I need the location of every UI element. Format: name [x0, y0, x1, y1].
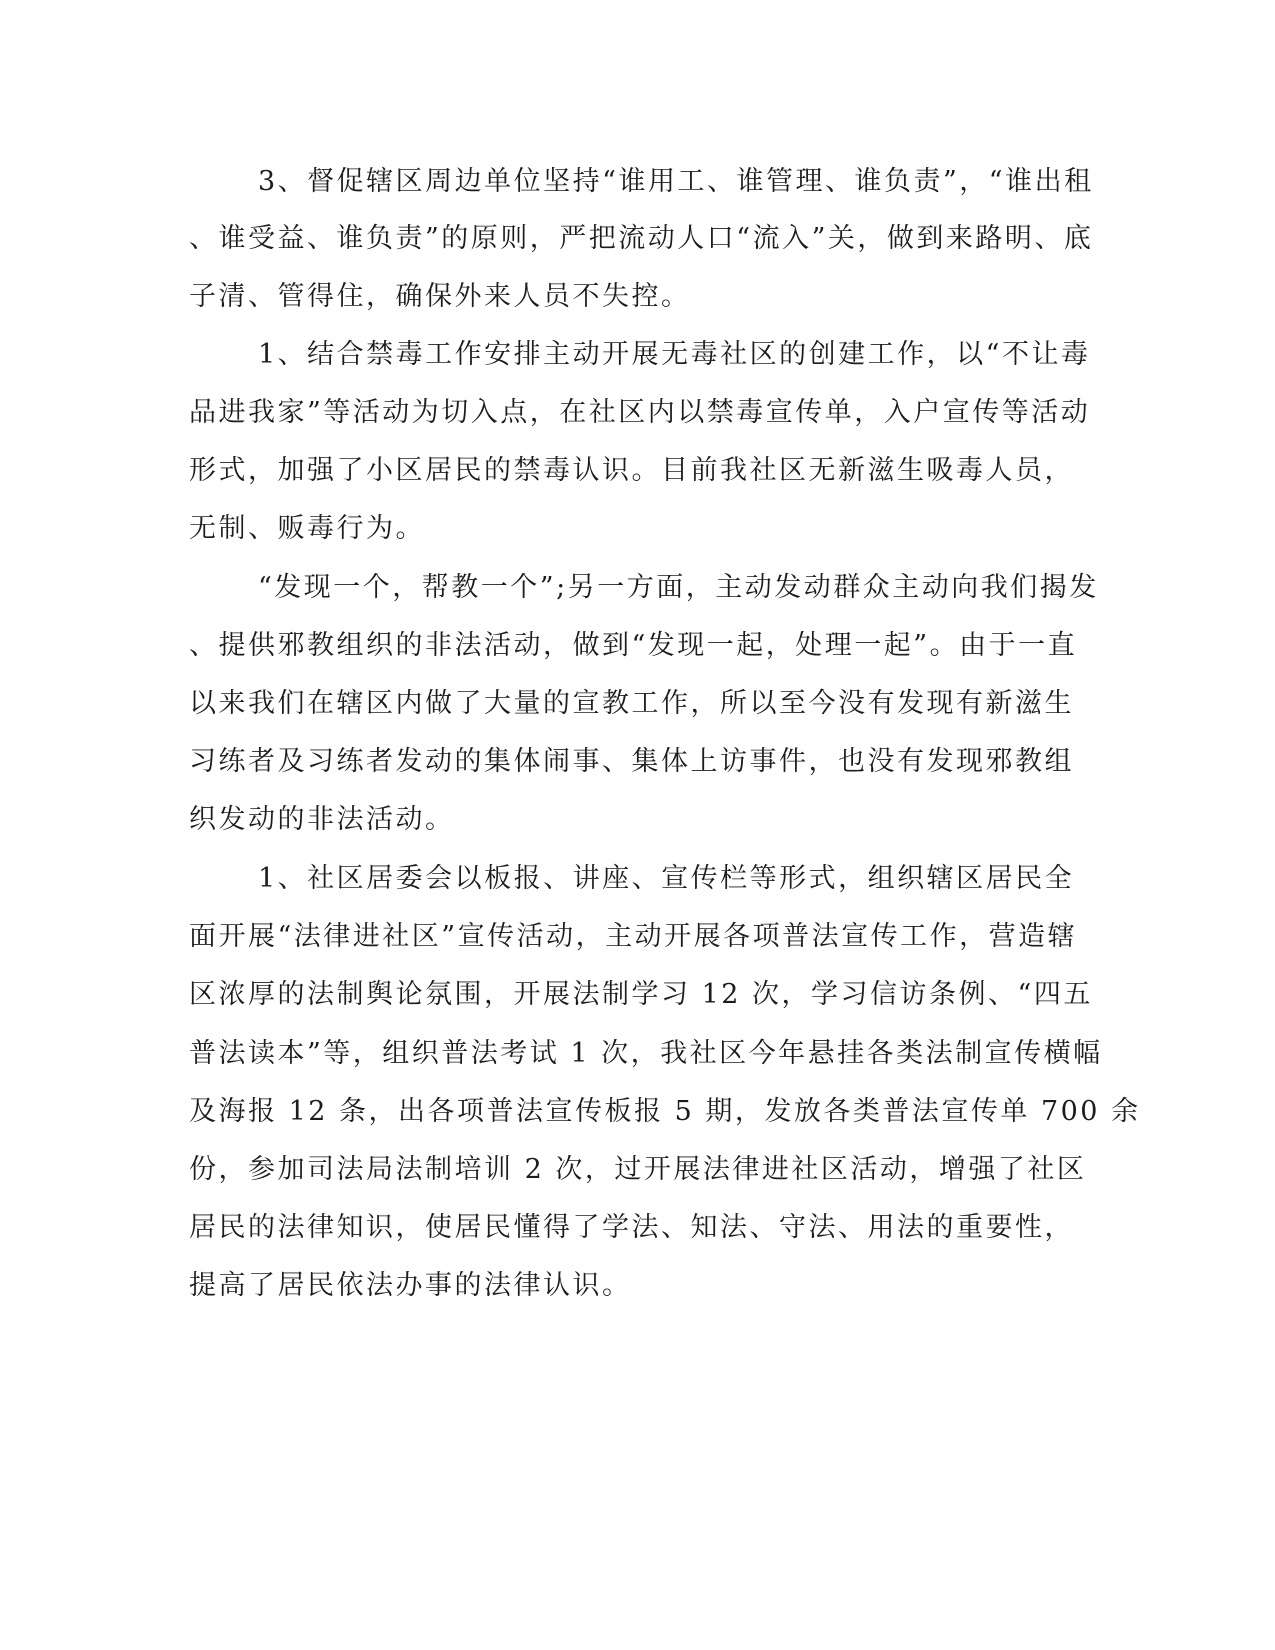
- paragraph-3-line-2: 、提供邪教组织的非法活动，做到“发现一起，处理一起”。由于一直: [189, 630, 1078, 661]
- paragraph-3-line-1: “发现一个，帮教一个”;另一方面，主动发动群众主动向我们揭发: [258, 572, 1099, 603]
- paragraph-3-line-4: 习练者及习练者发动的集体闹事、集体上访事件，也没有发现邪教组: [189, 746, 1074, 777]
- paragraph-4-line-7: 居民的法律知识，使居民懂得了学法、知法、守法、用法的重要性，: [189, 1212, 1074, 1243]
- paragraph-2-line-3: 形式，加强了小区居民的禁毒认识。目前我社区无新滋生吸毒人员，: [189, 455, 1074, 486]
- paragraph-4-line-3: 区浓厚的法制舆论氛围，开展法制学习 12 次，学习信访条例、“四五: [189, 979, 1093, 1010]
- paragraph-4-line-5: 及海报 12 条，出各项普法宣传板报 5 期，发放各类普法宣传单 700 余: [189, 1096, 1141, 1127]
- paragraph-3-line-5: 织发动的非法活动。: [189, 804, 455, 835]
- paragraph-4-line-8: 提高了居民依法办事的法律认识。: [189, 1270, 632, 1301]
- paragraph-4-line-1: 1、社区居委会以板报、讲座、宣传栏等形式，组织辖区居民全: [258, 863, 1075, 894]
- paragraph-1-line-3: 子清、管得住，确保外来人员不失控。: [189, 281, 691, 312]
- paragraph-2-line-2: 品进我家”等活动为切入点，在社区内以禁毒宣传单，入户宣传等活动: [189, 397, 1091, 428]
- paragraph-2-line-4: 无制、贩毒行为。: [189, 513, 425, 544]
- paragraph-1-line-2: 、谁受益、谁负责”的原则，严把流动人口“流入”关，做到来路明、底: [189, 223, 1094, 254]
- paragraph-1-line-1: 3、督促辖区周边单位坚持“谁用工、谁管理、谁负责”，“谁出租: [258, 166, 1094, 197]
- paragraph-4-line-4: 普法读本”等，组织普法考试 1 次，我社区今年悬挂各类法制宣传横幅: [189, 1038, 1103, 1069]
- paragraph-4-line-6: 份，参加司法局法制培训 2 次，过开展法律进社区活动，增强了社区: [189, 1154, 1087, 1185]
- paragraph-3-line-3: 以来我们在辖区内做了大量的宣教工作，所以至今没有发现有新滋生: [189, 688, 1074, 719]
- paragraph-2-line-1: 1、结合禁毒工作安排主动开展无毒社区的创建工作，以“不让毒: [258, 339, 1091, 370]
- paragraph-4-line-2: 面开展“法律进社区”宣传活动，主动开展各项普法宣传工作，营造辖: [189, 921, 1078, 952]
